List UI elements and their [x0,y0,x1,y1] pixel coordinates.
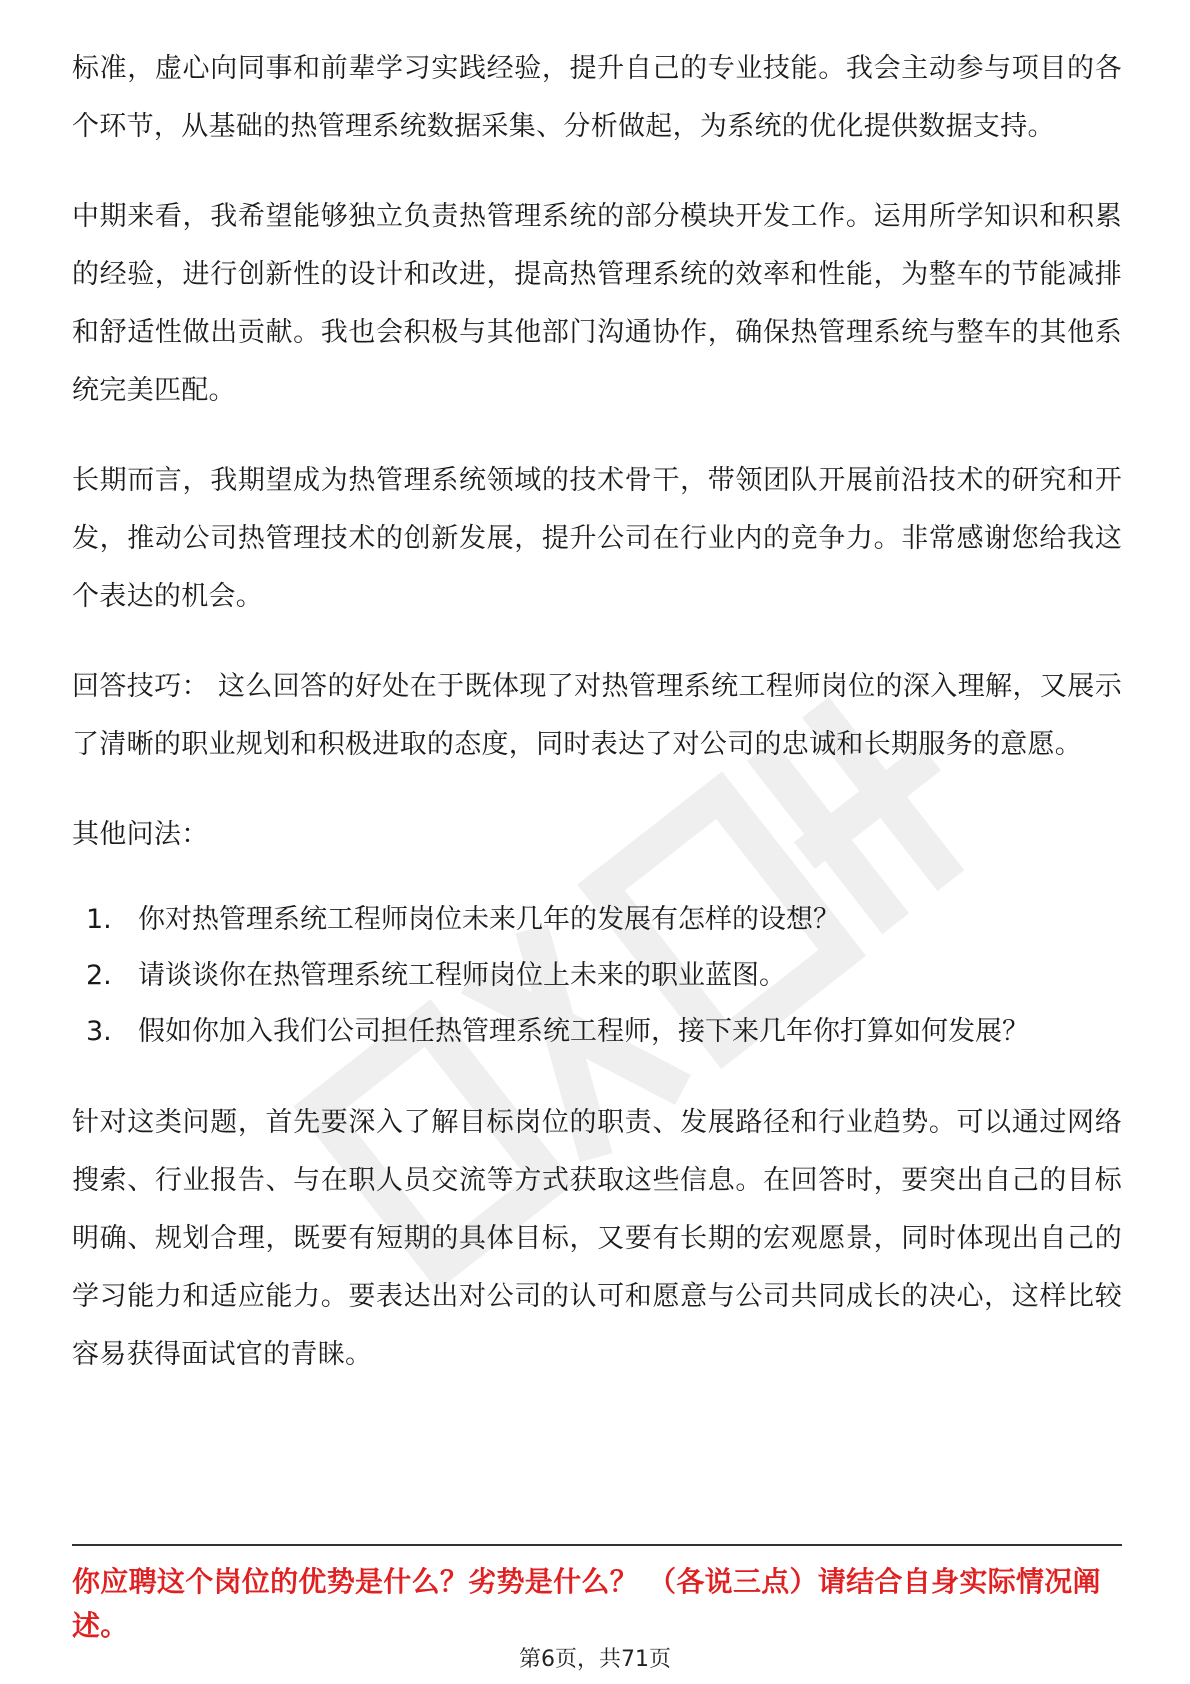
list-item-number: 1. [86,904,112,935]
list-item [72,1004,1122,1060]
paragraph-mid-term: 中期来看，我希望能够独立负责热管理系统的部分模块开发工作。运用所学知识和积累的经验，进行创新性的设计和改进，提高热管理系统的效率和性能，为整车的节能减排和舒适性做出贡献。我也会积极与其他部门沟通协作，确保热管理系统与整车的其他系统完美匹配。 [72,201,1122,406]
list-item-text: 假如你加入我们公司担任热管理系统工程师，接下来几年你打算如何发展？ [138,1016,1029,1047]
list-item [72,892,1122,948]
other-questions-heading: 其他问法： [72,819,209,850]
other-questions-list [72,892,1122,1060]
list-item-text: 请谈谈你在热管理系统工程师岗位上未来的职业蓝图。 [138,960,786,991]
paragraph-advice: 针对这类问题，首先要深入了解目标岗位的职责、发展路径和行业趋势。可以通过网络搜索、行业报告、与在职人员交流等方式获取这些信息。在回答时，要突出自己的目标明确、规划合理，既要有短期的具体目标，又要有长期的宏观愿景，同时体现出自己的学习能力和适应能力。要表达出对公司的认可和愿意与公司共同成长的决心，这样比较容易获得面试官的青睐。 [72,1107,1122,1370]
list-item [72,948,1122,1004]
paragraph-answer-tip: 回答技巧： 这么回答的好处在于既体现了对热管理系统工程师岗位的深入理解，又展示了清晰的职业规划和积极进取的态度，同时表达了对公司的忠诚和长期服务的意愿。 [72,671,1122,760]
paragraph-short-term: 标准，虚心向同事和前辈学习实践经验，提升自己的专业技能。我会主动参与项目的各个环节，从基础的热管理系统数据采集、分析做起，为系统的优化提供数据支持。 [72,53,1122,142]
list-item-text: 你对热管理系统工程师岗位未来几年的发展有怎样的设想？ [138,904,840,935]
section-divider [72,1544,1122,1546]
next-question-heading: 你应聘这个岗位的优势是什么？劣势是什么？ （各说三点）请结合自身实际情况阐述。 [72,1565,1101,1642]
list-item-number: 3. [86,1016,112,1047]
list-item-number: 2. [86,960,112,991]
main-content [72,40,1122,1416]
page-number-footer: 第6页，共71页 [519,1647,671,1672]
paragraph-long-term: 长期而言，我期望成为热管理系统领域的技术骨干，带领团队开展前沿技术的研究和开发，推动公司热管理技术的创新发展，提升公司在行业内的竞争力。非常感谢您给我这个表达的机会。 [72,465,1122,612]
